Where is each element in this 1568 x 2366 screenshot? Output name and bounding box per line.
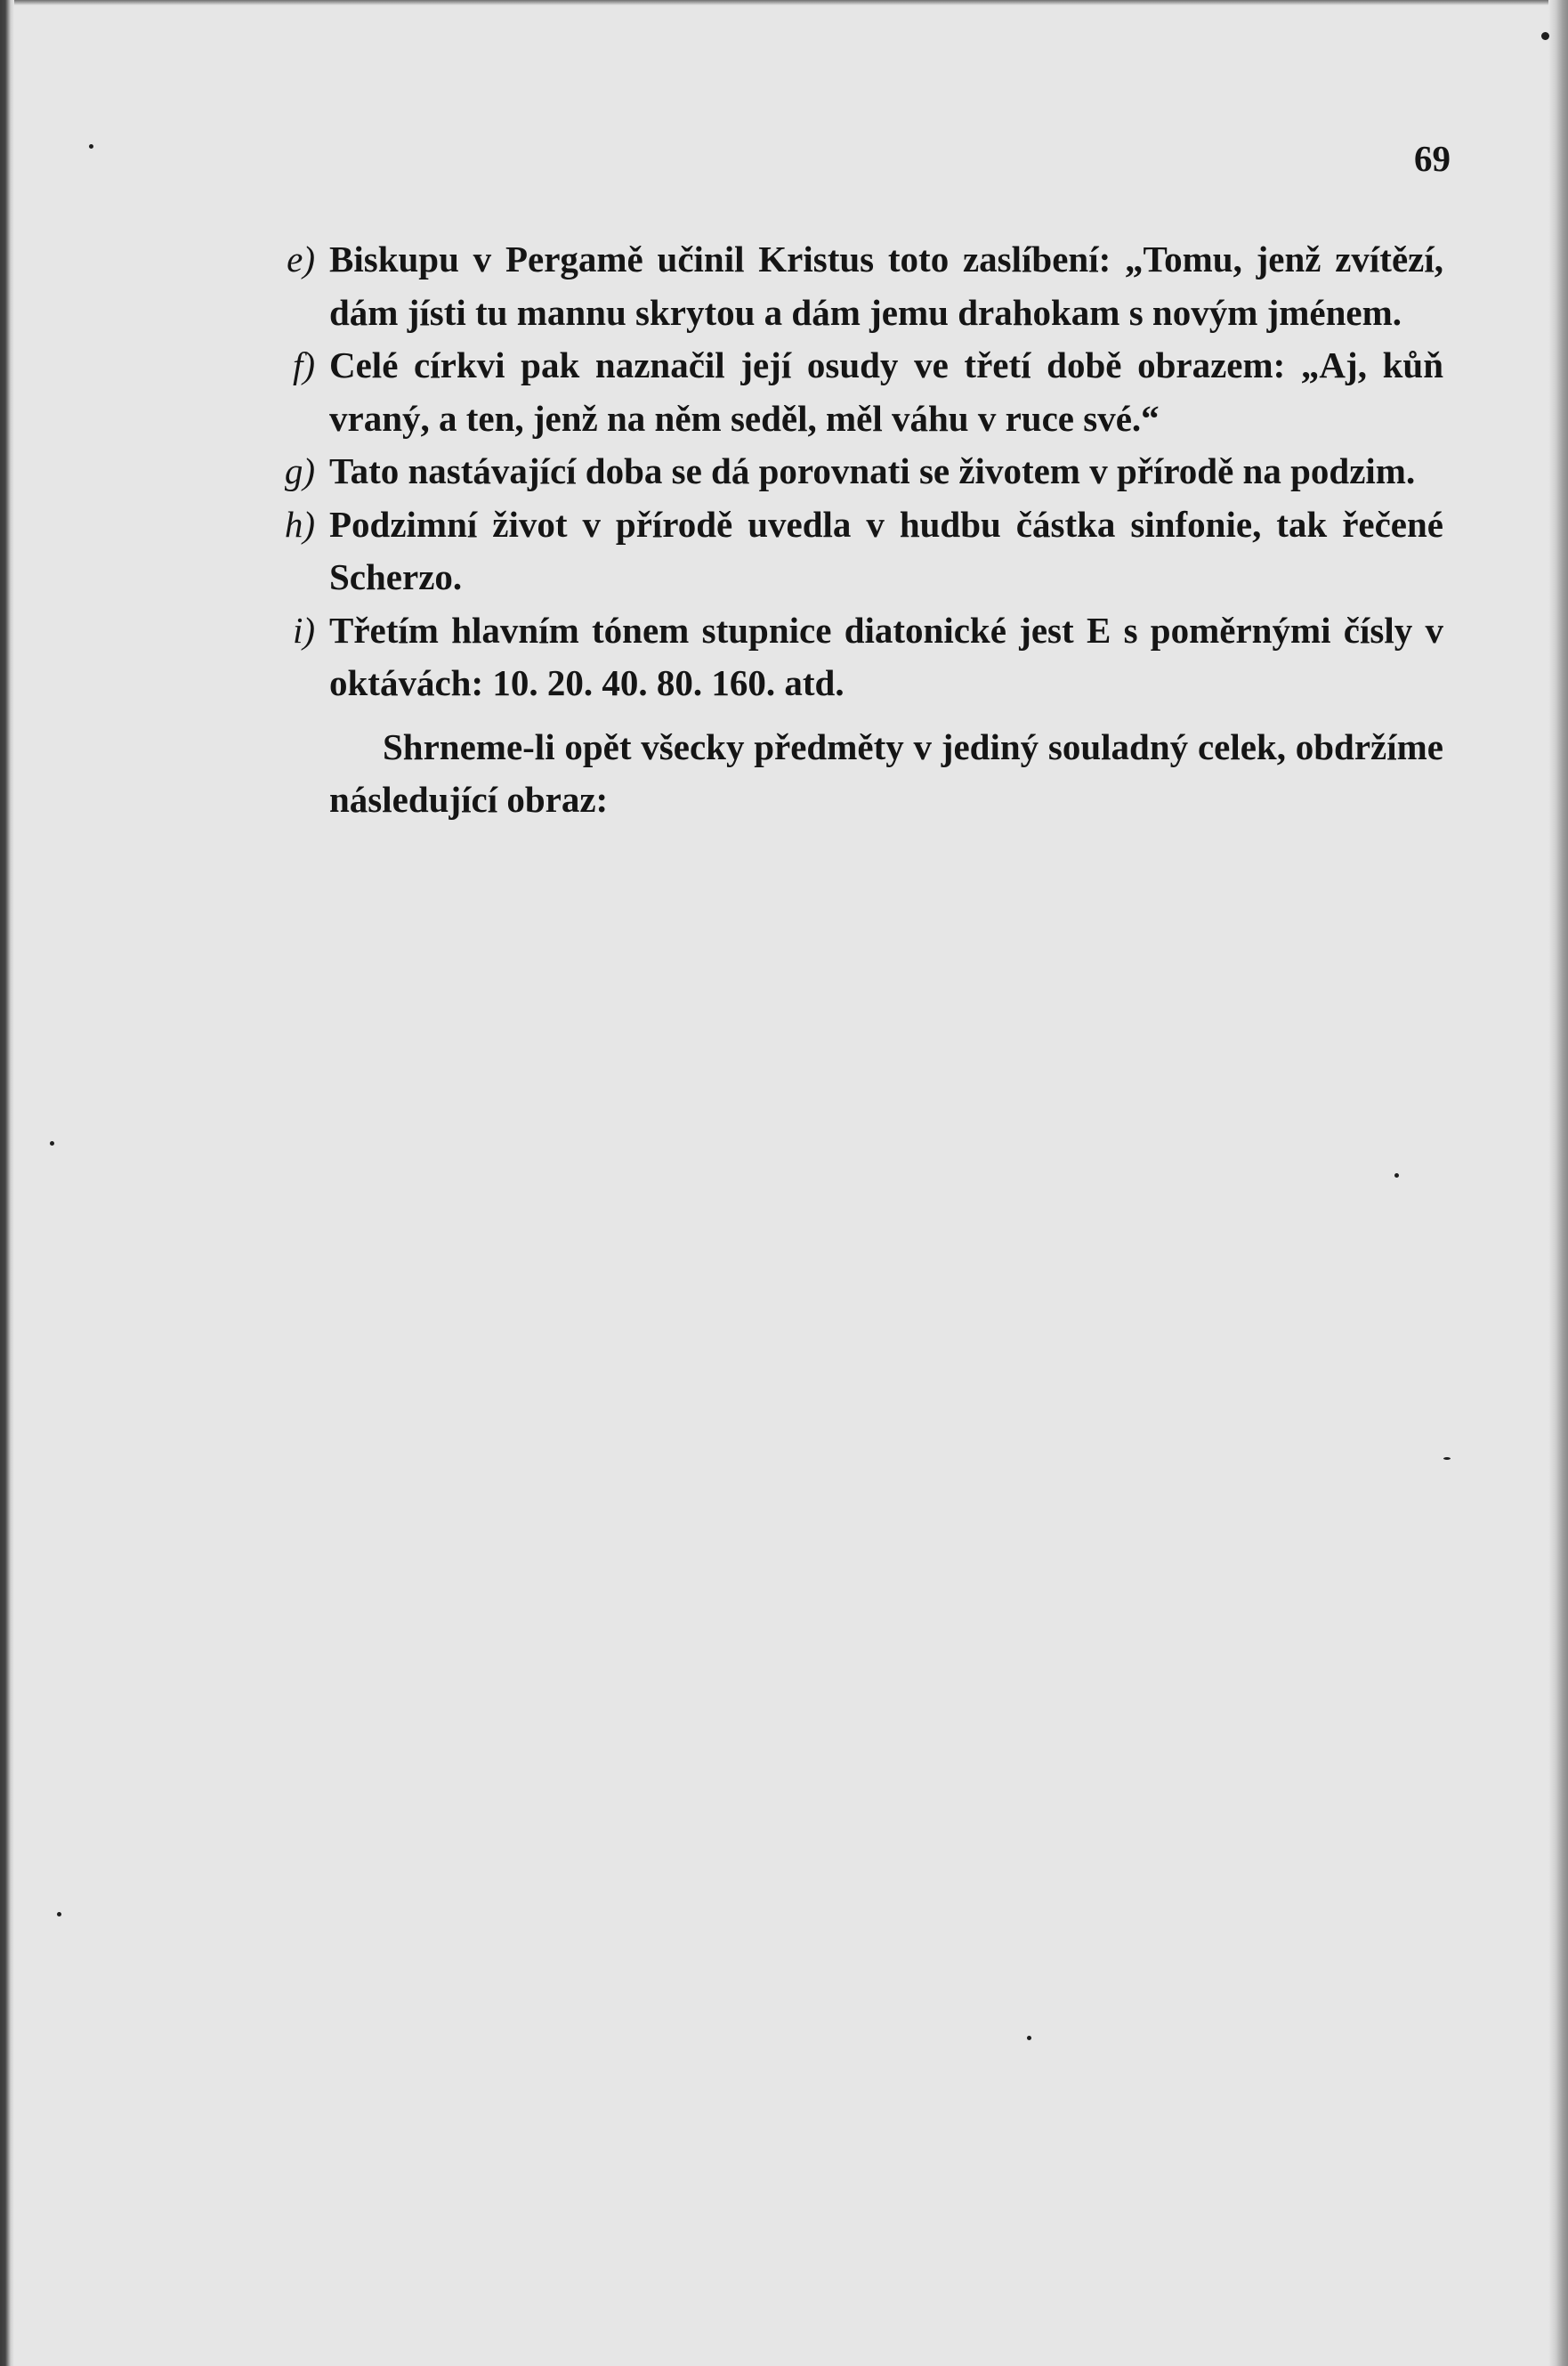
- scan-speck: [1541, 32, 1549, 40]
- scan-speck: [89, 144, 93, 149]
- body-text: [284, 233, 1443, 863]
- list-item: [284, 498, 1443, 604]
- scan-speck: [57, 1912, 61, 1916]
- item-label: g): [284, 450, 315, 491]
- item-text: Třetím hlavním tónem stupnice diatonické jest E s poměrnými čísly v oktávách: 10. 20. 40. 80. 160. atd.: [329, 609, 1443, 703]
- scan-speck: [1443, 1457, 1451, 1460]
- page-right-edge: [1548, 0, 1568, 2366]
- list-item: [284, 445, 1443, 498]
- item-label: e): [287, 239, 315, 280]
- scan-speck: [1394, 1173, 1399, 1178]
- page-left-edge: [0, 0, 14, 2366]
- scan-speck: [1027, 2036, 1031, 2040]
- item-text: Biskupu v Pergamě učinil Kristus toto zaslíbení: „Tomu, jenž zvítězí, dám jísti tu mannu skrytou a dám jemu drahokam s novým jménem.: [329, 239, 1443, 333]
- item-label: f): [292, 344, 315, 385]
- item-text: Celé církvi pak naznačil její osudy ve třetí době obrazem: „Aj, kůň vraný, a ten, jenž na něm seděl, měl váhu v ruce své.“: [329, 344, 1443, 439]
- item-label: h): [284, 503, 315, 545]
- page-number: 69: [1414, 138, 1451, 179]
- item-label: i): [292, 609, 315, 651]
- list-item: [292, 604, 1443, 710]
- item-text: Tato nastávající doba se dá porovnati se životem v přírodě na podzim.: [329, 450, 1416, 491]
- closing-paragraph: Shrneme-li opět všecky předměty v jediný souladný celek, obdržíme následující obraz:: [329, 725, 1443, 820]
- list-item: [287, 233, 1443, 339]
- list-item: [292, 339, 1443, 445]
- item-text: Podzimní život v přírodě uvedla v hudbu částka sinfonie, tak řečené Scherzo.: [329, 503, 1443, 597]
- page-top-edge: [0, 0, 1568, 5]
- scan-speck: [50, 1141, 54, 1146]
